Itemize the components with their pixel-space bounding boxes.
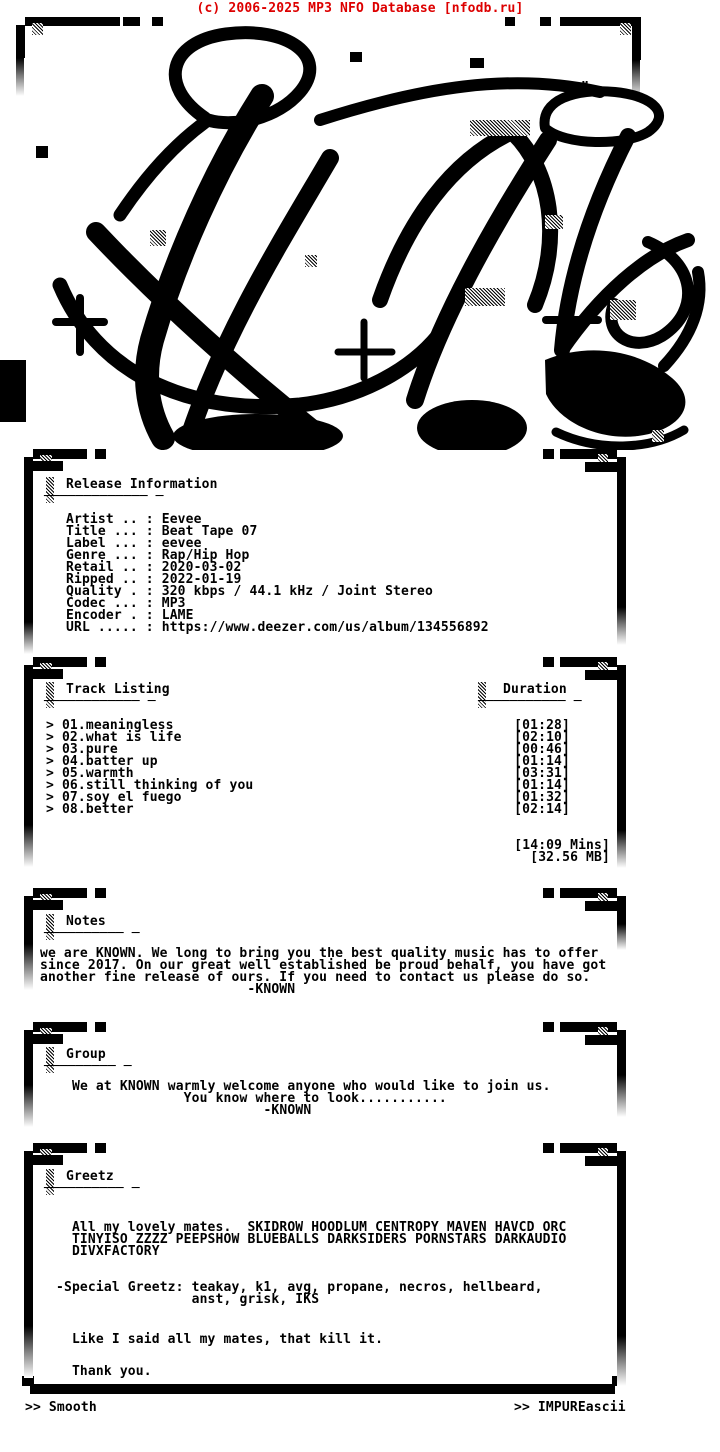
box-border [560,888,617,898]
box-border [617,896,626,924]
notes-line: -KNOWN [40,982,296,997]
duration-title: Duration [503,682,567,697]
release-field-line: Retail .. : 2020-03-02 [66,560,242,575]
box-border [617,1030,626,1075]
box-border [617,830,626,868]
notes-box [0,888,720,1008]
logo-texture [150,230,166,246]
box-border [617,457,626,607]
greetz-special-line: -Special Greetz: teakay, k1, avg, propane, necros, hellbeard, [56,1280,543,1295]
box-border [95,1022,106,1032]
track-duration: [02:14] [514,802,570,817]
greetz-special [56,1282,543,1306]
box-border [543,888,554,898]
notes-line: since 2017. On our great well established be proud behalf, you have got [40,958,607,973]
greetz-special-line: anst, grisk, IKS [56,1292,320,1307]
box-border [24,665,33,825]
logo-texture [470,120,530,136]
release-field-line: URL ..... : https://www.deezer.com/us/album/134556892 [66,620,489,635]
box-border [543,449,554,459]
section-underline: ────────── ─ [44,1181,140,1196]
box-border [24,1326,33,1378]
greetz-line: DIVXFACTORY [56,1244,160,1259]
box-border [33,1034,63,1044]
trademark-label: sM [576,80,589,91]
box-border [617,1151,626,1336]
track-name: > 06.still thinking of you [46,778,254,793]
box-bottom-border [30,1384,615,1394]
logo-texture [305,255,317,267]
box-border [24,1151,33,1326]
track-name: > 05.warmth [46,766,134,781]
track-total: [14:09 Mins] [514,838,610,853]
notes-line: another fine release of ours. If you need to contact us please do so. [40,970,591,985]
box-border [560,1022,617,1032]
group-line: -KNOWN [72,1103,312,1118]
section-title: Notes [66,914,106,929]
box-border [543,657,554,667]
section-underline: ────────── ─ [44,926,140,941]
box-border [24,457,33,622]
logo-texture [465,288,505,306]
release-info-box [0,449,720,654]
box-border [95,888,106,898]
track-listing-box [0,657,720,872]
section-title: Track Listing [66,682,170,697]
release-fields [66,514,489,634]
footer-ascii-credit: >> IMPUREascii [514,1400,626,1415]
greetz-mates [56,1222,567,1258]
track-name: > 08.better [46,802,134,817]
release-field-line: Ripped .. : 2022-01-19 [66,572,242,587]
track-duration: [02:10] [514,730,570,745]
box-border [617,607,626,645]
box-border [617,665,626,830]
track-duration: [03:31] [514,766,570,781]
track-total: [32.56 MB] [530,850,610,865]
box-border [585,1156,617,1166]
section-title: Release Information [66,477,218,492]
greetz-line: All my lovely mates. SKIDROW HOODLUM CENTROPY MAVEN HAVCD ORC [56,1220,567,1235]
box-border [560,657,617,667]
box-border [560,1143,617,1153]
box-border [24,944,33,990]
release-field-line: Codec ... : MP3 [66,596,186,611]
section-underline: ───────────── ─ [44,489,164,504]
track-duration: [01:32] [514,790,570,805]
release-field-line: Artist .. : Eevee [66,512,202,527]
box-border [33,900,63,910]
box-border [33,461,63,471]
track-durations [0,720,570,816]
greetz-line: TINYISO ZZZZ PEEPSHOW BLUEBALLS DARKSIDERS PORNSTARS DARKAUDIO [56,1232,567,1247]
track-name: > 01.meaningless [46,718,174,733]
logo-texture [652,430,664,442]
box-border [95,1143,106,1153]
track-duration: [01:14] [514,778,570,793]
greetz-line: Like I said all my mates, that kill it. [56,1332,384,1347]
box-border [617,1075,626,1117]
track-name: > 03.pure [46,742,118,757]
logo-texture [545,215,563,229]
release-field-line: Genre ... : Rap/Hip Hop [66,548,250,563]
box-border [24,1085,33,1127]
box-border [585,1035,617,1045]
group-line: You know where to look........... [72,1091,447,1106]
greetz-line: Thank you. [56,1364,152,1379]
box-border [95,449,106,459]
known-graffiti-logo [0,15,720,450]
box-border [617,924,626,950]
box-border [33,1155,63,1165]
duration-underline: ─────────── ─ [478,694,582,709]
box-border [617,1336,626,1386]
box-border [585,670,617,680]
box-border [24,622,33,654]
box-border [24,1030,33,1085]
section-underline: ───────── ─ [44,1059,132,1074]
box-border [24,825,33,867]
release-field-line: Quality . : 320 kbps / 44.1 kHz / Joint Stereo [66,584,433,599]
group-line: We at KNOWN warmly welcome anyone who would like to join us. [72,1079,551,1094]
box-border [543,1143,554,1153]
box-border [543,1022,554,1032]
release-field-line: Encoder . : LAME [66,608,194,623]
box-border [585,462,617,472]
group-text [72,1081,551,1117]
site-header: (c) 2006-2025 MP3 NFO Database [nfodb.ru] [196,1,524,16]
track-duration: [00:46] [514,742,570,757]
notes-line: we are KNOWN. We long to bring you the best quality music has to offer [40,946,599,961]
release-field-line: Title ... : Beat Tape 07 [66,524,258,539]
box-border [95,657,106,667]
release-field-line: Label ... : eevee [66,536,202,551]
section-title: Greetz [66,1169,114,1184]
greetz-box [0,1143,720,1398]
section-underline: ──────────── ─ [44,694,156,709]
greetz-thanks [56,1366,152,1378]
group-box [0,1022,720,1137]
box-border [585,901,617,911]
logo-region [0,15,720,450]
box-border [24,896,33,944]
box-border [560,449,617,459]
footer-scroller-left: >> Smooth [25,1400,97,1415]
track-duration: [01:14] [514,754,570,769]
track-name: > 04.batter up [46,754,158,769]
logo-texture [610,300,636,320]
track-name: > 07.soy el fuego [46,790,182,805]
notes-text [40,948,606,996]
box-border [33,669,63,679]
track-totals [0,840,610,864]
track-name: > 02.what is life [46,730,182,745]
greetz-like [56,1334,383,1346]
track-duration: [01:28] [514,718,570,733]
section-title: Group [66,1047,106,1062]
